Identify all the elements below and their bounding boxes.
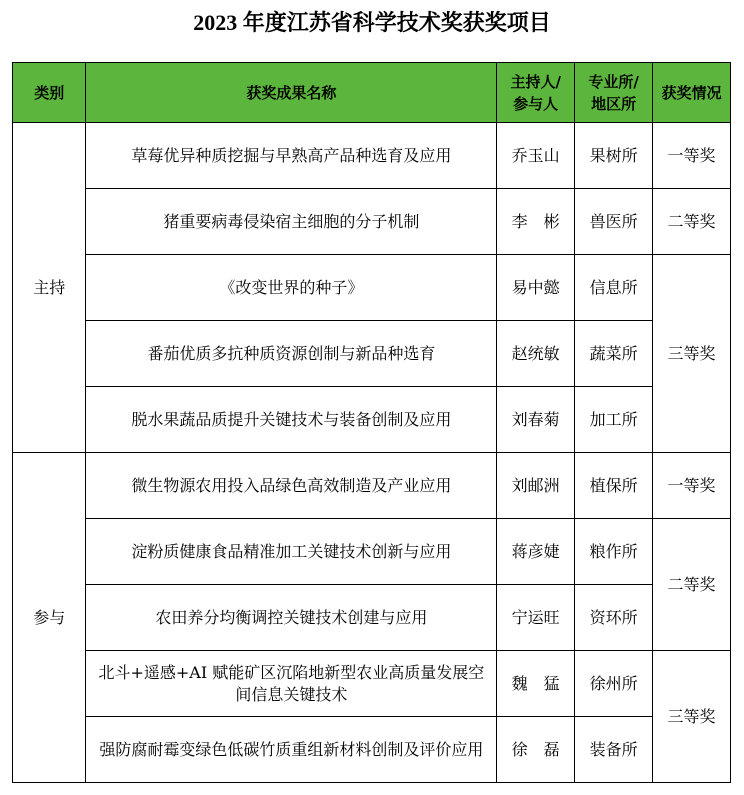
dept-cell: 果树所 xyxy=(575,123,653,189)
table-row xyxy=(13,519,731,585)
project-name: 农田养分均衡调控关键技术创建与应用 xyxy=(86,585,497,651)
project-name: 微生物源农用投入品绿色高效制造及产业应用 xyxy=(86,453,497,519)
dept-cell: 资环所 xyxy=(575,585,653,651)
table-row xyxy=(13,585,731,651)
header-award: 获奖情况 xyxy=(653,63,731,123)
person-cell: 刘邮洲 xyxy=(497,453,575,519)
project-name: 猪重要病毒侵染宿主细胞的分子机制 xyxy=(86,189,497,255)
project-name: 强防腐耐霉变绿色低碳竹质重组新材料创制及评价应用 xyxy=(86,717,497,783)
project-name: 番茄优质多抗种质资源创制与新品种选育 xyxy=(86,321,497,387)
award-cell: 二等奖 xyxy=(653,189,731,255)
category-host: 主持 xyxy=(13,123,86,453)
person-cell: 易中懿 xyxy=(497,255,575,321)
person-cell: 赵统敏 xyxy=(497,321,575,387)
table-row xyxy=(13,255,731,321)
dept-cell: 徐州所 xyxy=(575,651,653,717)
person-cell: 宁运旺 xyxy=(497,585,575,651)
table-row xyxy=(13,651,731,717)
table-row xyxy=(13,453,731,519)
project-name: 淀粉质健康食品精准加工关键技术创新与应用 xyxy=(86,519,497,585)
awards-table xyxy=(12,62,731,783)
person-cell: 刘春菊 xyxy=(497,387,575,453)
award-cell: 二等奖 xyxy=(653,519,731,651)
header-dept: 专业所/ 地区所 xyxy=(575,63,653,123)
dept-cell: 植保所 xyxy=(575,453,653,519)
person-cell: 魏 猛 xyxy=(497,651,575,717)
dept-cell: 装备所 xyxy=(575,717,653,783)
project-name: 北斗+遥感+AI 赋能矿区沉陷地新型农业高质量发展空间信息关键技术 xyxy=(86,651,497,717)
header-category: 类别 xyxy=(13,63,86,123)
dept-cell: 蔬菜所 xyxy=(575,321,653,387)
dept-cell: 粮作所 xyxy=(575,519,653,585)
table-row xyxy=(13,387,731,453)
person-cell: 蒋彦婕 xyxy=(497,519,575,585)
award-cell: 三等奖 xyxy=(653,255,731,453)
table-row xyxy=(13,189,731,255)
person-cell: 徐 磊 xyxy=(497,717,575,783)
project-name: 草莓优异种质挖掘与早熟高产品种选育及应用 xyxy=(86,123,497,189)
table-row xyxy=(13,717,731,783)
award-cell: 三等奖 xyxy=(653,651,731,783)
table-row xyxy=(13,123,731,189)
page-title: 2023 年度江苏省科学技术奖获奖项目 xyxy=(193,10,551,35)
table-row xyxy=(13,321,731,387)
header-person: 主持人/ 参与人 xyxy=(497,63,575,123)
dept-cell: 兽医所 xyxy=(575,189,653,255)
dept-cell: 加工所 xyxy=(575,387,653,453)
person-cell: 李 彬 xyxy=(497,189,575,255)
person-cell: 乔玉山 xyxy=(497,123,575,189)
dept-cell: 信息所 xyxy=(575,255,653,321)
category-participant: 参与 xyxy=(13,453,86,783)
project-name: 《改变世界的种子》 xyxy=(86,255,497,321)
project-name: 脱水果蔬品质提升关键技术与装备创制及应用 xyxy=(86,387,497,453)
table-header-row xyxy=(13,63,731,123)
header-name: 获奖成果名称 xyxy=(86,63,497,123)
award-cell: 一等奖 xyxy=(653,123,731,189)
award-cell: 一等奖 xyxy=(653,453,731,519)
